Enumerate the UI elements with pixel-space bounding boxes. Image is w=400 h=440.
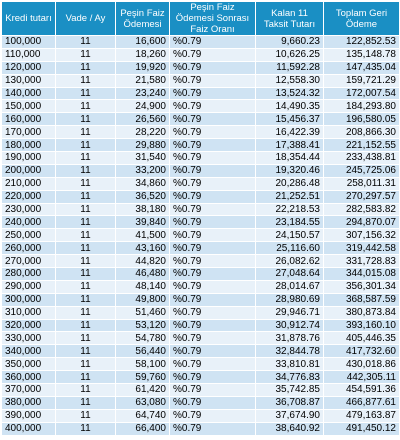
table-row [2,216,400,229]
header-upfront-interest: Peşin Faiz Ödemesi [116,2,170,36]
cell-term: 11 [56,384,116,397]
cell-rate: %0.79 [170,242,256,255]
cell-upfront-interest: 39,840 [116,216,170,229]
cell-loan-amount: 150,000 [2,100,56,113]
cell-rate: %0.79 [170,152,256,165]
table-row [2,358,400,371]
cell-installment: 21,252.51 [256,190,324,203]
cell-installment: 31,878.76 [256,332,324,345]
table-row [2,190,400,203]
cell-loan-amount: 230,000 [2,203,56,216]
cell-rate: %0.79 [170,268,256,281]
cell-total: 466,877.61 [324,396,400,409]
cell-term: 11 [56,203,116,216]
cell-term: 11 [56,409,116,422]
cell-rate: %0.79 [170,306,256,319]
cell-installment: 35,742.85 [256,384,324,397]
cell-upfront-interest: 49,800 [116,293,170,306]
cell-installment: 22,218.53 [256,203,324,216]
cell-total: 442,305.11 [324,371,400,384]
cell-term: 11 [56,126,116,139]
cell-rate: %0.79 [170,164,256,177]
cell-installment: 13,524.32 [256,87,324,100]
cell-term: 11 [56,190,116,203]
cell-term: 11 [56,177,116,190]
cell-total: 331,728.83 [324,255,400,268]
cell-term: 11 [56,164,116,177]
cell-loan-amount: 210,000 [2,177,56,190]
cell-loan-amount: 180,000 [2,139,56,152]
cell-installment: 14,490.35 [256,100,324,113]
cell-rate: %0.79 [170,396,256,409]
table-row [2,61,400,74]
cell-installment: 19,320.46 [256,164,324,177]
table-row [2,384,400,397]
cell-installment: 28,980.69 [256,293,324,306]
cell-upfront-interest: 44,820 [116,255,170,268]
cell-installment: 32,844.78 [256,345,324,358]
cell-loan-amount: 390,000 [2,409,56,422]
cell-rate: %0.79 [170,384,256,397]
cell-total: 356,301.34 [324,280,400,293]
table-row [2,164,400,177]
table-row [2,152,400,165]
table-row [2,332,400,345]
cell-loan-amount: 160,000 [2,113,56,126]
cell-loan-amount: 370,000 [2,384,56,397]
cell-upfront-interest: 46,480 [116,268,170,281]
cell-upfront-interest: 54,780 [116,332,170,345]
cell-rate: %0.79 [170,293,256,306]
cell-total: 344,015.08 [324,268,400,281]
cell-term: 11 [56,139,116,152]
cell-total: 319,442.58 [324,242,400,255]
table-row [2,203,400,216]
cell-term: 11 [56,216,116,229]
cell-loan-amount: 140,000 [2,87,56,100]
cell-term: 11 [56,36,116,49]
cell-loan-amount: 330,000 [2,332,56,345]
cell-term: 11 [56,113,116,126]
cell-total: 147,435.04 [324,61,400,74]
cell-loan-amount: 320,000 [2,319,56,332]
cell-installment: 34,776.83 [256,371,324,384]
cell-rate: %0.79 [170,36,256,49]
cell-installment: 10,626.25 [256,48,324,61]
cell-upfront-interest: 16,600 [116,36,170,49]
table-row [2,396,400,409]
cell-upfront-interest: 23,240 [116,87,170,100]
cell-rate: %0.79 [170,113,256,126]
cell-total: 491,450.12 [324,422,400,435]
cell-upfront-interest: 41,500 [116,229,170,242]
cell-rate: %0.79 [170,216,256,229]
cell-term: 11 [56,293,116,306]
table-row [2,177,400,190]
cell-loan-amount: 360,000 [2,371,56,384]
table-row [2,306,400,319]
cell-rate: %0.79 [170,319,256,332]
cell-total: 405,446.35 [324,332,400,345]
cell-installment: 30,912.74 [256,319,324,332]
cell-installment: 9,660.23 [256,36,324,49]
cell-rate: %0.79 [170,177,256,190]
header-total-repayment: Toplam Geri Ödeme [324,2,400,36]
table-row [2,48,400,61]
cell-upfront-interest: 26,560 [116,113,170,126]
cell-loan-amount: 170,000 [2,126,56,139]
header-remaining-installment: Kalan 11 Taksit Tutarı [256,2,324,36]
cell-total: 368,587.59 [324,293,400,306]
cell-rate: %0.79 [170,74,256,87]
cell-total: 135,148.78 [324,48,400,61]
cell-installment: 37,674.90 [256,409,324,422]
cell-term: 11 [56,306,116,319]
cell-installment: 12,558.30 [256,74,324,87]
cell-loan-amount: 280,000 [2,268,56,281]
cell-upfront-interest: 33,200 [116,164,170,177]
cell-rate: %0.79 [170,255,256,268]
table-row [2,74,400,87]
cell-term: 11 [56,371,116,384]
cell-installment: 36,708.87 [256,396,324,409]
table-row [2,268,400,281]
cell-rate: %0.79 [170,61,256,74]
cell-total: 208,866.30 [324,126,400,139]
cell-installment: 18,354.44 [256,152,324,165]
cell-installment: 20,286.48 [256,177,324,190]
cell-total: 393,160.10 [324,319,400,332]
cell-rate: %0.79 [170,229,256,242]
cell-loan-amount: 110,000 [2,48,56,61]
table-body [2,36,400,436]
cell-loan-amount: 240,000 [2,216,56,229]
cell-term: 11 [56,422,116,435]
loan-payment-table [1,1,400,436]
cell-upfront-interest: 51,460 [116,306,170,319]
cell-total: 430,018.86 [324,358,400,371]
cell-term: 11 [56,280,116,293]
header-loan-amount: Kredi tutarı [2,2,56,36]
cell-rate: %0.79 [170,100,256,113]
cell-loan-amount: 350,000 [2,358,56,371]
cell-term: 11 [56,358,116,371]
table-row [2,87,400,100]
cell-installment: 25,116.60 [256,242,324,255]
cell-loan-amount: 270,000 [2,255,56,268]
cell-loan-amount: 400,000 [2,422,56,435]
cell-loan-amount: 300,000 [2,293,56,306]
cell-loan-amount: 220,000 [2,190,56,203]
cell-rate: %0.79 [170,332,256,345]
cell-upfront-interest: 38,180 [116,203,170,216]
cell-upfront-interest: 28,220 [116,126,170,139]
cell-total: 454,591.36 [324,384,400,397]
cell-upfront-interest: 31,540 [116,152,170,165]
table-row [2,319,400,332]
cell-installment: 24,150.57 [256,229,324,242]
cell-installment: 17,388.41 [256,139,324,152]
cell-upfront-interest: 63,080 [116,396,170,409]
cell-upfront-interest: 48,140 [116,280,170,293]
cell-total: 282,583.82 [324,203,400,216]
cell-rate: %0.79 [170,48,256,61]
cell-total: 221,152.55 [324,139,400,152]
table-row [2,100,400,113]
cell-total: 307,156.32 [324,229,400,242]
cell-term: 11 [56,332,116,345]
table-header [2,2,400,36]
loan-table-container [1,1,399,436]
cell-rate: %0.79 [170,409,256,422]
cell-term: 11 [56,100,116,113]
cell-loan-amount: 120,000 [2,61,56,74]
cell-total: 479,163.87 [324,409,400,422]
cell-upfront-interest: 34,860 [116,177,170,190]
cell-total: 270,297.57 [324,190,400,203]
cell-total: 233,438.81 [324,152,400,165]
table-row [2,422,400,435]
table-row [2,280,400,293]
cell-upfront-interest: 64,740 [116,409,170,422]
cell-rate: %0.79 [170,345,256,358]
cell-upfront-interest: 21,580 [116,74,170,87]
cell-installment: 15,456.37 [256,113,324,126]
cell-loan-amount: 100,000 [2,36,56,49]
table-row [2,293,400,306]
cell-loan-amount: 310,000 [2,306,56,319]
table-row [2,345,400,358]
cell-installment: 27,048.64 [256,268,324,281]
header-row [2,2,400,36]
cell-upfront-interest: 18,260 [116,48,170,61]
table-row [2,255,400,268]
cell-upfront-interest: 19,920 [116,61,170,74]
cell-term: 11 [56,242,116,255]
cell-term: 11 [56,48,116,61]
cell-loan-amount: 130,000 [2,74,56,87]
cell-rate: %0.79 [170,139,256,152]
cell-installment: 23,184.55 [256,216,324,229]
cell-total: 294,870.07 [324,216,400,229]
cell-term: 11 [56,61,116,74]
cell-term: 11 [56,268,116,281]
header-term-months: Vade / Ay [56,2,116,36]
table-row [2,229,400,242]
cell-rate: %0.79 [170,203,256,216]
cell-total: 380,873.84 [324,306,400,319]
cell-total: 258,011.31 [324,177,400,190]
cell-upfront-interest: 43,160 [116,242,170,255]
cell-term: 11 [56,396,116,409]
cell-installment: 11,592.28 [256,61,324,74]
table-row [2,371,400,384]
cell-rate: %0.79 [170,422,256,435]
cell-installment: 33,810.81 [256,358,324,371]
cell-term: 11 [56,345,116,358]
cell-loan-amount: 380,000 [2,396,56,409]
cell-total: 159,721.29 [324,74,400,87]
cell-rate: %0.79 [170,190,256,203]
cell-term: 11 [56,255,116,268]
cell-term: 11 [56,74,116,87]
cell-upfront-interest: 36,520 [116,190,170,203]
cell-total: 122,852.53 [324,36,400,49]
cell-loan-amount: 190,000 [2,152,56,165]
cell-upfront-interest: 56,440 [116,345,170,358]
cell-loan-amount: 260,000 [2,242,56,255]
cell-total: 184,293.80 [324,100,400,113]
cell-upfront-interest: 53,120 [116,319,170,332]
cell-total: 417,732.60 [324,345,400,358]
table-row [2,36,400,49]
header-post-upfront-rate: Peşin Faiz Ödemesi Sonrası Faiz Oranı [170,2,256,36]
table-row [2,242,400,255]
cell-installment: 29,946.71 [256,306,324,319]
cell-upfront-interest: 66,400 [116,422,170,435]
table-row [2,126,400,139]
cell-rate: %0.79 [170,87,256,100]
cell-rate: %0.79 [170,358,256,371]
table-row [2,409,400,422]
cell-total: 172,007.54 [324,87,400,100]
cell-upfront-interest: 59,760 [116,371,170,384]
cell-upfront-interest: 29,880 [116,139,170,152]
cell-total: 196,580.05 [324,113,400,126]
cell-term: 11 [56,319,116,332]
cell-loan-amount: 340,000 [2,345,56,358]
table-row [2,139,400,152]
table-row [2,113,400,126]
cell-loan-amount: 200,000 [2,164,56,177]
cell-upfront-interest: 58,100 [116,358,170,371]
cell-loan-amount: 290,000 [2,280,56,293]
cell-installment: 38,640.92 [256,422,324,435]
cell-term: 11 [56,87,116,100]
cell-loan-amount: 250,000 [2,229,56,242]
cell-installment: 28,014.67 [256,280,324,293]
cell-total: 245,725.06 [324,164,400,177]
cell-rate: %0.79 [170,126,256,139]
cell-upfront-interest: 24,900 [116,100,170,113]
cell-rate: %0.79 [170,371,256,384]
cell-term: 11 [56,229,116,242]
cell-installment: 26,082.62 [256,255,324,268]
cell-term: 11 [56,152,116,165]
cell-installment: 16,422.39 [256,126,324,139]
cell-rate: %0.79 [170,280,256,293]
cell-upfront-interest: 61,420 [116,384,170,397]
